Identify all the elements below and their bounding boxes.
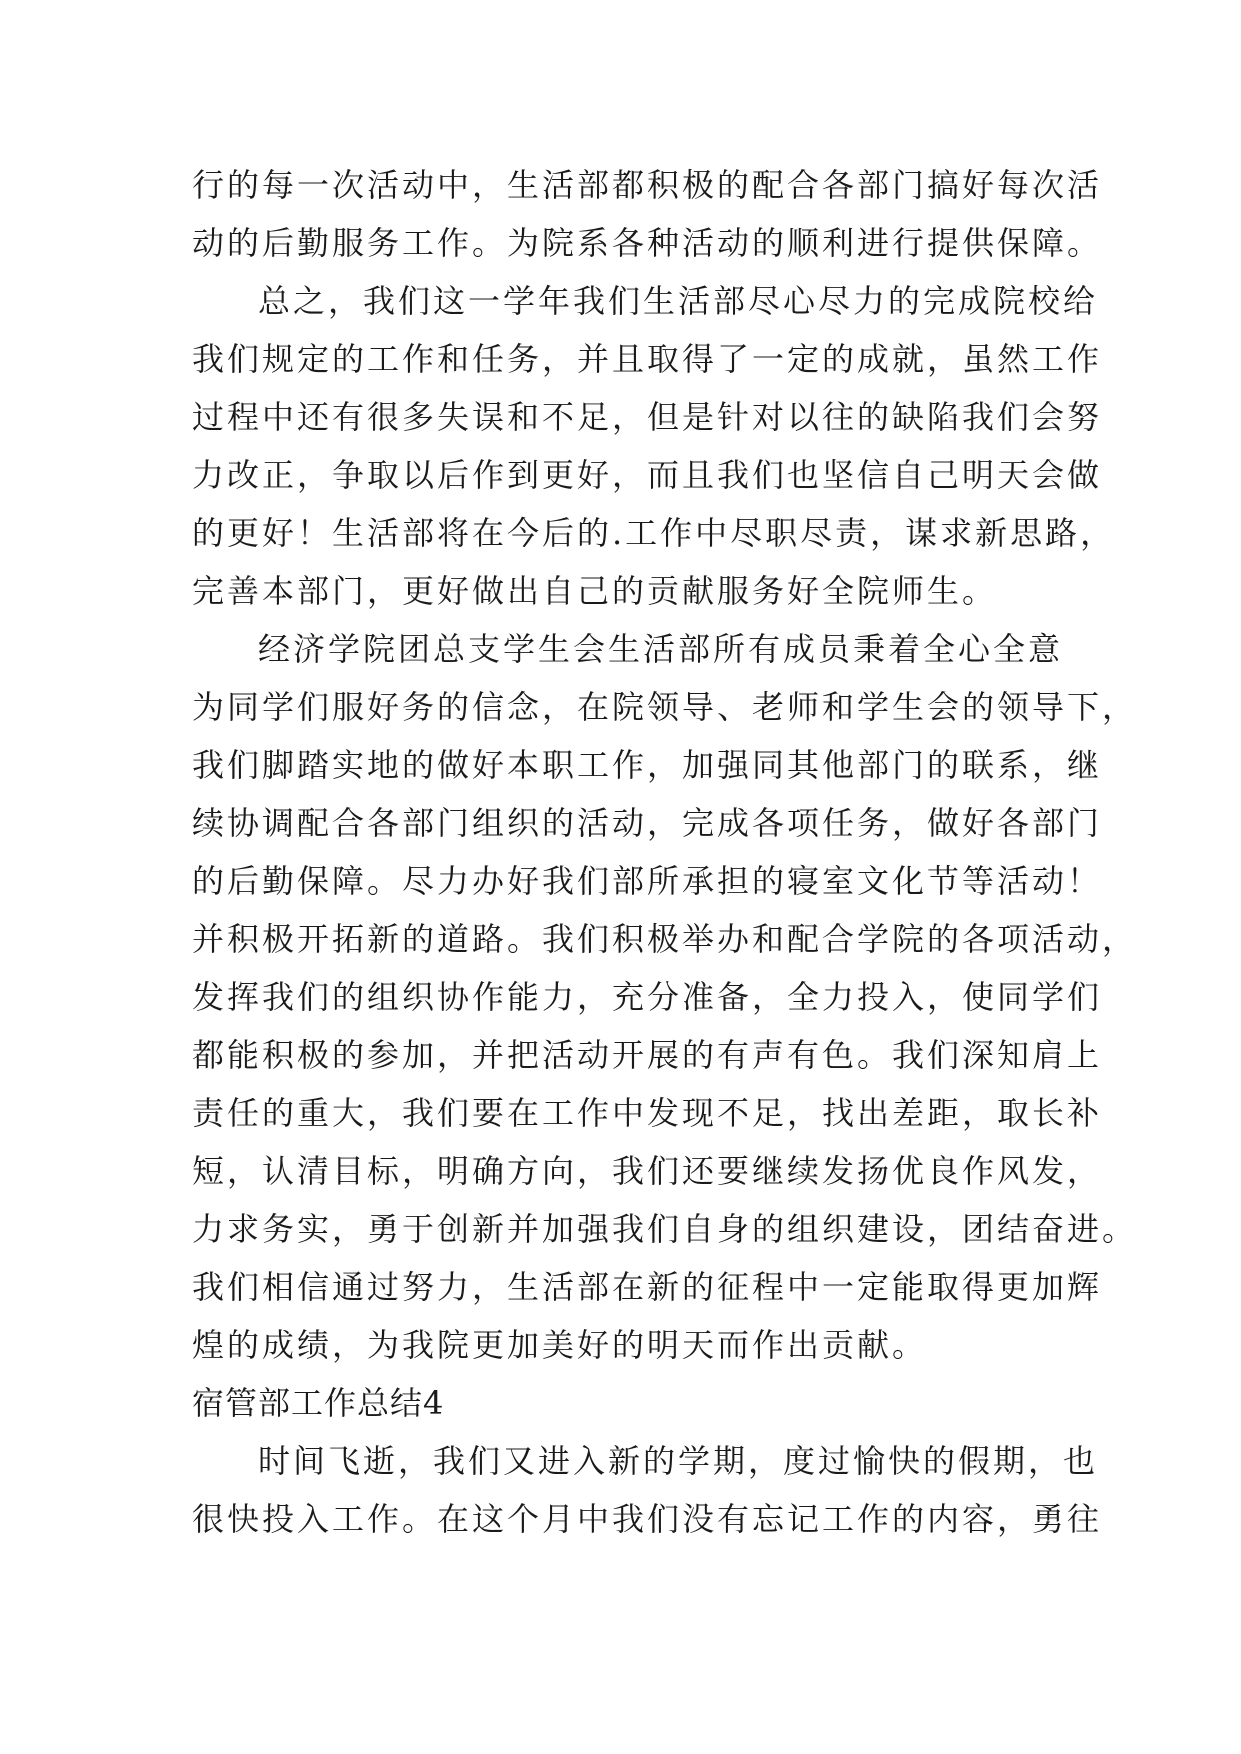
text-line: 发挥我们的组织协作能力，充分准备，全力投入，使同学们 [192,978,1103,1016]
text-line: 我们相信通过努力，生活部在新的征程中一定能取得更加辉 [192,1268,1103,1306]
text-line: 力改正，争取以后作到更好，而且我们也坚信自己明天会做 [192,456,1103,494]
text-line: 很快投入工作。在这个月中我们没有忘记工作的内容，勇往 [192,1500,1103,1538]
text-line: 煌的成绩，为我院更加美好的明天而作出贡献。 [192,1326,928,1364]
text-line: 短，认清目标，明确方向，我们还要继续发扬优良作风发， [192,1152,1103,1190]
text-line: 续协调配合各部门组织的活动，完成各项任务，做好各部门 [192,804,1103,842]
text-line: 并积极开拓新的道路。我们积极举办和配合学院的各项活动， [192,920,1138,958]
text-line: 的更好！生活部将在今后的.工作中尽职尽责，谋求新思路， [192,514,1116,552]
text-line: 的后勤保障。尽力办好我们部所承担的寝室文化节等活动！ [192,862,1103,900]
paragraph-start-line: 经济学院团总支学生会生活部所有成员秉着全心全意 [258,630,1064,668]
text-line: 都能积极的参加，并把活动开展的有声有色。我们深知肩上 [192,1036,1103,1074]
text-line: 我们规定的工作和任务，并且取得了一定的成就，虽然工作 [192,340,1103,378]
text-line: 力求务实，勇于创新并加强我们自身的组织建设，团结奋进。 [192,1210,1138,1248]
text-line: 为同学们服好务的信念，在院领导、老师和学生会的领导下， [192,688,1138,726]
text-line: 行的每一次活动中，生活部都积极的配合各部门搞好每次活 [192,166,1103,204]
section-heading: 宿管部工作总结4 [192,1384,445,1422]
text-line: 动的后勤服务工作。为院系各种活动的顺利进行提供保障。 [192,224,1103,262]
text-line: 过程中还有很多失误和不足，但是针对以往的缺陷我们会努 [192,398,1103,436]
text-line: 我们脚踏实地的做好本职工作，加强同其他部门的联系，继 [192,746,1103,784]
document-body [192,156,1138,1548]
paragraph-start-line: 总之，我们这一学年我们生活部尽心尽力的完成院校给 [258,282,1099,320]
text-line: 完善本部门，更好做出自己的贡献服务好全院师生。 [192,572,998,610]
paragraph-start-line: 时间飞逝，我们又进入新的学期，度过愉快的假期，也 [258,1442,1099,1480]
text-line: 责任的重大，我们要在工作中发现不足，找出差距，取长补 [192,1094,1103,1132]
